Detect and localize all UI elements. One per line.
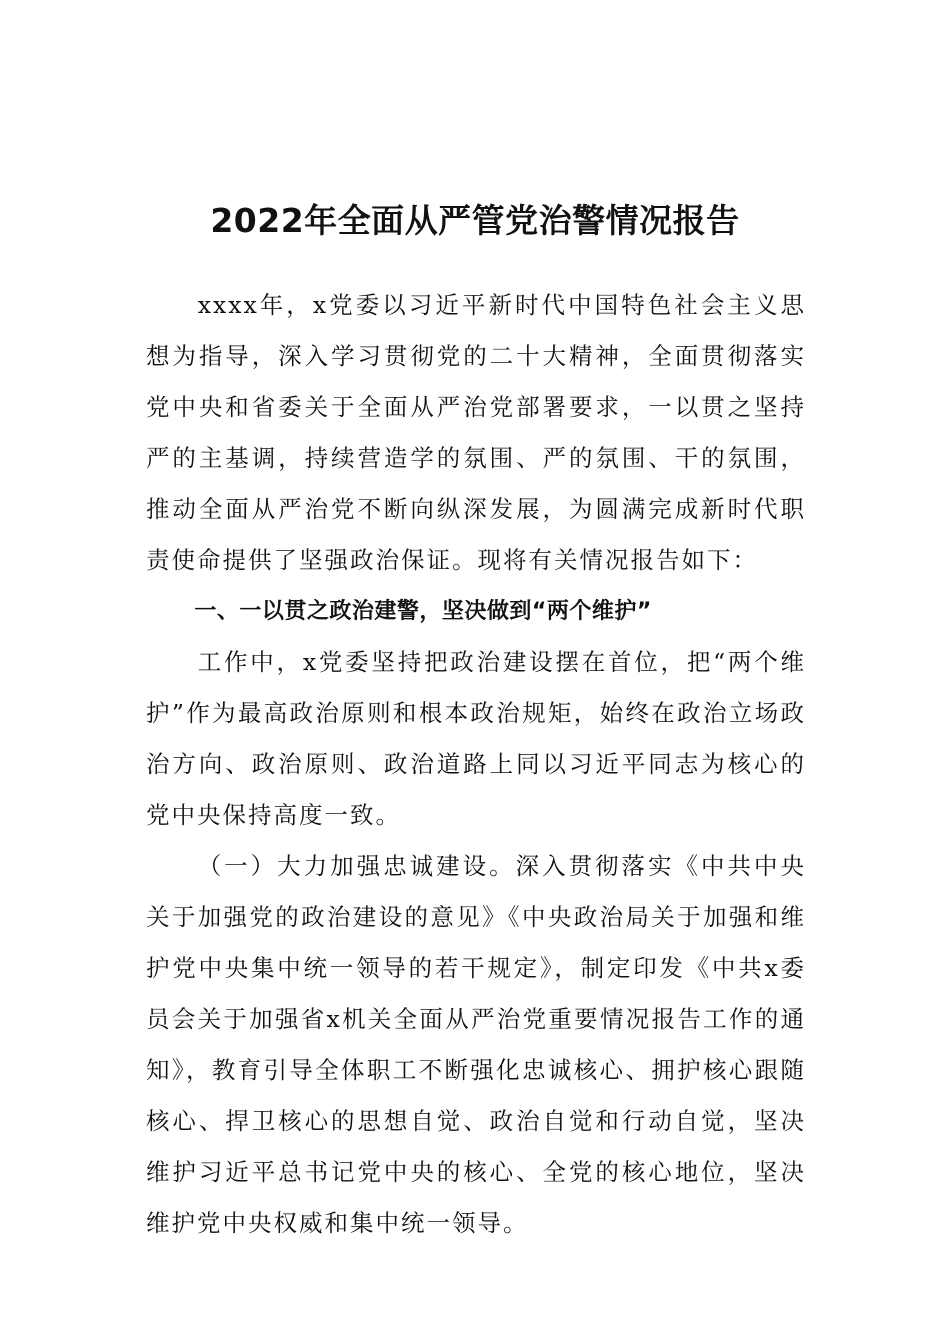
document-title: 2022年全面从严管党治警情况报告 <box>210 201 740 241</box>
intro-paragraph: xxxx年，x党委以习近平新时代中国特色社会主义思想为指导，深入学习贯彻党的二十大精神，全面贯彻落实党中央和省委关于全面从严治党部署要求，一以贯之坚持严的主基调，持续营造学的氛围、严的氛围、干的氛围，推动全面从严治党不断向纵深发展，为圆满完成新时代职责使命提供了坚强政治保证。现将有关情况报告如下： <box>146 291 806 574</box>
section-1-paragraph: 工作中，x党委坚持把政治建设摆在首位，把“两个维护”作为最高政治原则和根本政治规矩，始终在政治立场政治方向、政治原则、政治道路上同以习近平同志为核心的党中央保持高度一致。 <box>146 648 806 829</box>
document-body <box>146 280 806 1249</box>
section-heading-1: 一、一以贯之政治建警，坚决做到“两个维护” <box>194 599 652 624</box>
subsection-1-paragraph: （一）大力加强忠诚建设。深入贯彻落实《中共中央关于加强党的政治建设的意见》《中央政治局关于加强和维护党中央集中统一领导的若干规定》，制定印发《中共x委员会关于加强省x机关全面从严治党重要情况报告工作的通知》，教育引导全体职工不断强化忠诚核心、拥护核心跟随核心、捍卫核心的思想自觉、政治自觉和行动自觉，坚决维护习近平总书记党中央的核心、全党的核心地位，坚决维护党中央权威和集中统一领导。 <box>146 852 806 1237</box>
